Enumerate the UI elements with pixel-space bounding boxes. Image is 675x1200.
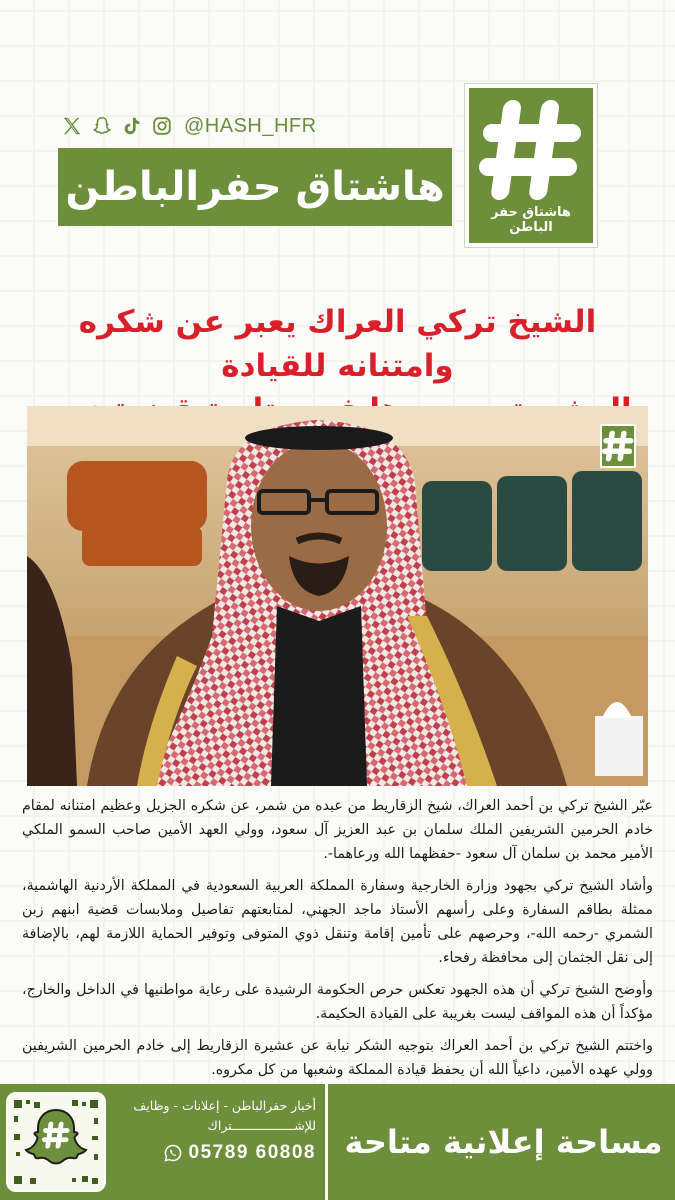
logo-caption: هاشتاق حفر الباطن [491, 205, 571, 235]
footer-divider [325, 1084, 328, 1200]
instagram-icon[interactable] [150, 114, 174, 138]
hashtag-icon [602, 426, 634, 466]
article-photo [27, 406, 648, 786]
snapchat-qr-code[interactable] [6, 1092, 106, 1192]
footer-contact [116, 1096, 316, 1164]
social-links [60, 112, 317, 140]
header [0, 0, 675, 290]
footer-subscribe: للإشـــــــــــــــــتراك [207, 1118, 316, 1133]
article-paragraph-1: عبّر الشيخ تركي بن أحمد العراك، شيخ الزقاريط من عبده من شمر، عن شكره الجزيل وعظيم امتنانه لمقام خادم الحرمين الشريفين الملك سلمان بن عبد العزيز آل سعود، وولي العهد الأمين صاحب السمو الملكي الأمير محمد بن سلمان آل سعود -حفظهما الله ورعاهما-. [22, 798, 653, 862]
whatsapp-icon [163, 1143, 183, 1163]
tiktok-icon[interactable] [120, 114, 144, 138]
x-icon[interactable] [60, 114, 84, 138]
article-paragraph-3: وأوضح الشيخ تركي أن هذه الجهود تعكس حرص الحكومة الرشيدة على رعاية مواطنيها في الداخل والخارج، مؤكداً أن هذه المواقف ليست بغريبة على القيادة الحكيمة. [22, 982, 653, 1022]
phone-number: 05789 60808 [188, 1142, 316, 1163]
social-handle[interactable]: @HASH_HFR [184, 114, 317, 137]
snapchat-icon[interactable] [90, 114, 114, 138]
article-paragraph-2: وأشاد الشيخ تركي بجهود وزارة الخارجية وسفارة المملكة العربية السعودية في المملكة الأردنية الهاشمية، ممثلة بطاقم السفارة وعلى رأسهم الأستاذ ماجد الجهني، لمتابعتهم تفاصيل وملابسات قضية ابنهم زبن الشمري -رحمه الله-، وحرصهم على تأمين إقامة وتنقل ذوي المتوفى وتوفير الحماية اللازمة لهم، بالإضافة إلى نقل الجثمان إلى محافظة رفحاء. [22, 878, 653, 966]
article-body [22, 794, 653, 1090]
portrait-illustration [27, 406, 648, 786]
article-paragraph-4: واختتم الشيخ تركي بن أحمد العراك بتوجيه الشكر نيابة عن عشيرة الزقاريط إلى خادم الحرمين الشريفين وولي عهده الأمين، داعياً الله أن يحفظ قيادة المملكة وشعبها من كل مكروه. [22, 1038, 653, 1078]
footer-topics: أخبار حفرالباطن - إعلانات - وظايف [133, 1098, 316, 1113]
qr-code-illustration [8, 1094, 104, 1190]
headline-line-1: الشيخ تركي العراك يعبر عن شكره وامتنانه للقيادة [78, 304, 597, 385]
whatsapp-contact[interactable] [116, 1142, 316, 1164]
hashtag-icon [479, 94, 583, 206]
brand-name-banner: هاشتاق حفرالباطن [58, 148, 452, 226]
footer [0, 1084, 675, 1200]
ad-space-label[interactable]: مساحة إعلانية متاحة [344, 1123, 663, 1161]
brand-logo[interactable] [465, 84, 597, 247]
watermark-badge [600, 424, 636, 468]
